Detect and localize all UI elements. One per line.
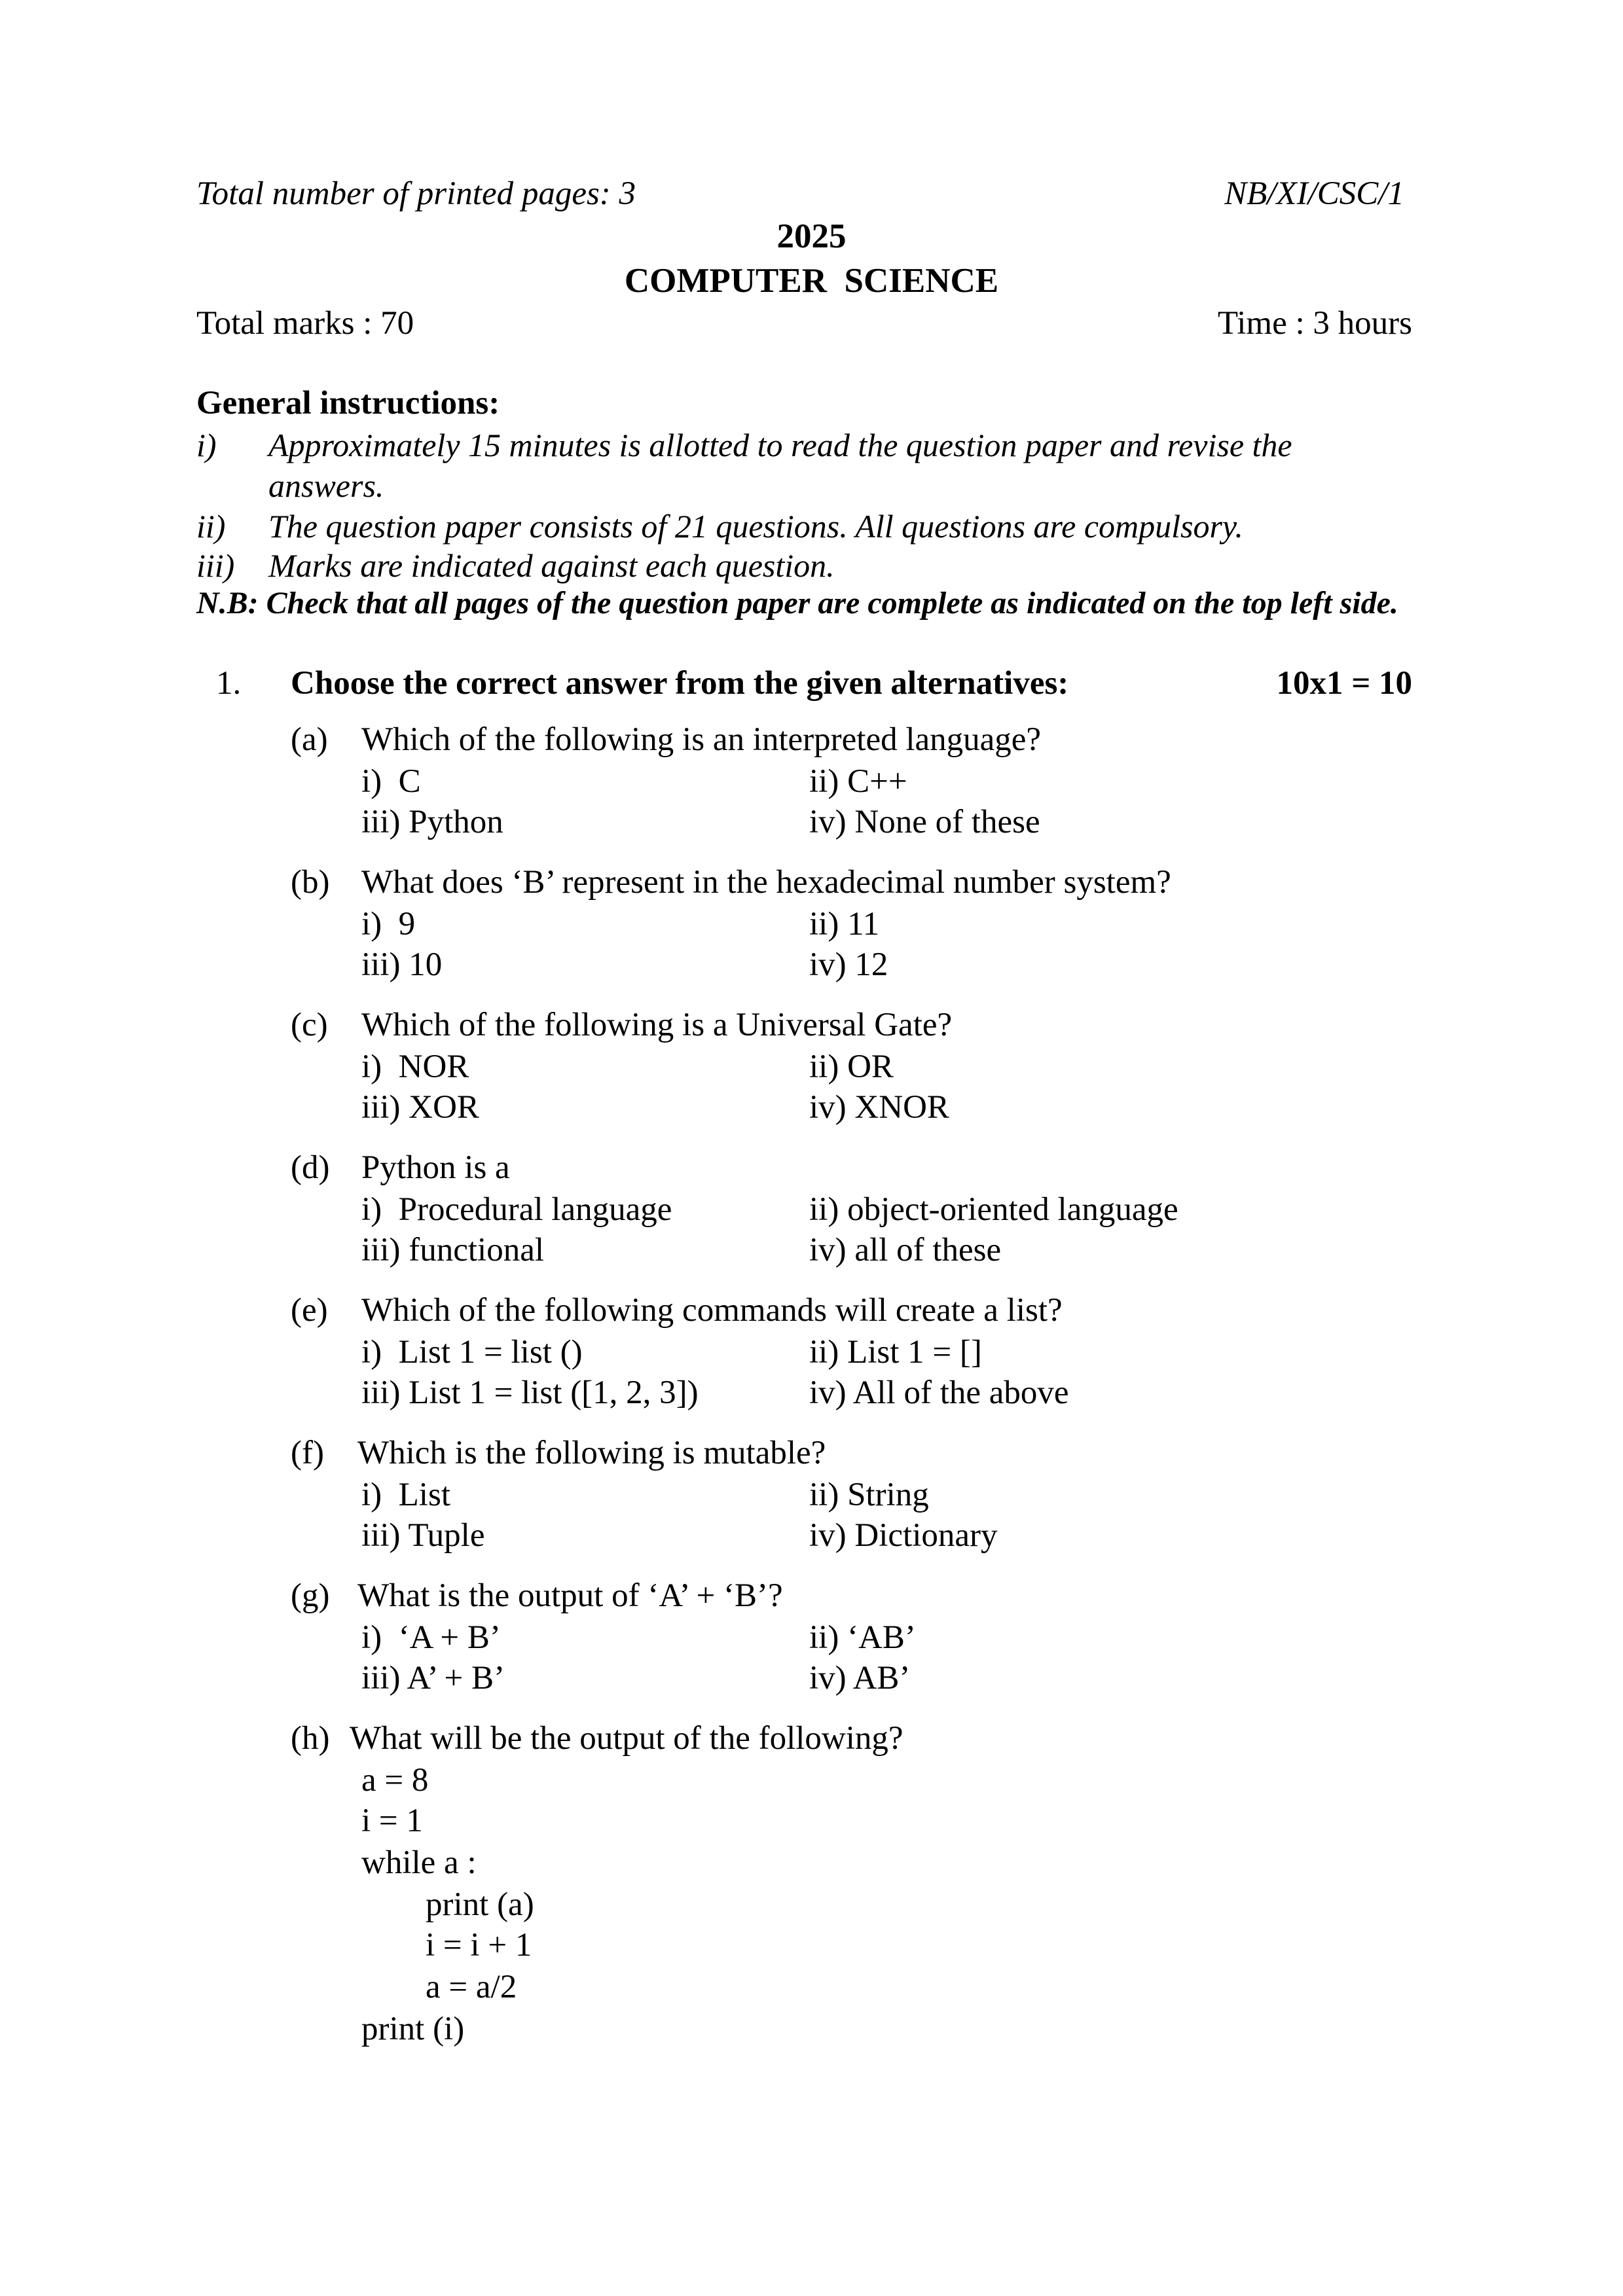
exam-year: 2025: [776, 217, 847, 255]
question-number: 1.: [216, 665, 242, 702]
option: i) ‘A + B’: [361, 1619, 501, 1656]
instructions-title: General instructions:: [196, 385, 500, 422]
instruction-text: Approximately 15 minutes is allotted to read the question paper and revise the: [268, 427, 1292, 463]
option: ii) C++: [809, 763, 907, 800]
option: i) 9: [361, 906, 416, 942]
instruction-text: The question paper consists of 21 questions. All questions are compulsory.: [268, 508, 1243, 545]
option: iv) Dictionary: [809, 1517, 998, 1554]
part-question: What does ‘B’ represent in the hexadecimal number system?: [361, 864, 1171, 901]
instruction-number: i): [196, 427, 217, 463]
option: i) NOR: [361, 1049, 469, 1085]
option: iii) Python: [361, 804, 503, 840]
option: iv) 12: [809, 946, 888, 983]
option: iv) AB’: [809, 1660, 911, 1696]
part-label: (b): [291, 864, 330, 901]
option: ii) ‘AB’: [809, 1619, 916, 1656]
part-label: (f): [291, 1435, 324, 1471]
code-line: while a :: [361, 1844, 477, 1881]
code-line: a = 8: [361, 1762, 429, 1799]
part-label: (g): [291, 1577, 330, 1614]
option: ii) object-oriented language: [809, 1191, 1178, 1228]
option: iii) XOR: [361, 1089, 479, 1126]
part-question: Which of the following is an interpreted language?: [361, 721, 1042, 758]
part-question: Which is the following is mutable?: [357, 1435, 826, 1471]
part-label: (c): [291, 1007, 328, 1043]
option: i) Procedural language: [361, 1191, 672, 1228]
question-marks: 10x1 = 10: [1276, 665, 1412, 702]
part-question: Which of the following is a Universal Gate?: [361, 1007, 953, 1043]
option: ii) List 1 = []: [809, 1334, 982, 1371]
option: i) C: [361, 763, 421, 800]
option: i) List: [361, 1477, 450, 1513]
option: iii) functional: [361, 1232, 545, 1268]
printed-pages: Total number of printed pages: 3: [196, 175, 636, 212]
option: iv) None of these: [809, 804, 1040, 840]
part-label: (e): [291, 1292, 328, 1329]
nb-note: N.B: Check that all pages of the question paper are complete as indicated on the top left side.: [196, 586, 1398, 620]
part-label: (a): [291, 721, 328, 758]
code-line: print (a): [426, 1886, 534, 1923]
page-title: COMPUTER SCIENCE: [624, 262, 999, 300]
option: i) List 1 = list (): [361, 1334, 583, 1371]
instruction-number: iii): [196, 547, 235, 584]
question-title: Choose the correct answer from the given alternatives:: [291, 665, 1069, 702]
code-line: print (i): [361, 2011, 465, 2047]
part-label: (h): [291, 1720, 330, 1757]
part-label: (d): [291, 1149, 330, 1186]
option: ii) 11: [809, 906, 880, 942]
option: ii) OR: [809, 1049, 894, 1085]
instruction-number: ii): [196, 508, 226, 545]
part-question: Which of the following commands will create a list?: [361, 1292, 1063, 1329]
option: iii) A’ + B’: [361, 1660, 505, 1696]
total-marks: Total marks : 70: [196, 305, 414, 342]
option: iii) 10: [361, 946, 443, 983]
time-allowed: Time : 3 hours: [1217, 305, 1412, 342]
option: iii) Tuple: [361, 1517, 485, 1554]
option: iv) All of the above: [809, 1374, 1069, 1411]
option: ii) String: [809, 1477, 929, 1513]
option: iv) all of these: [809, 1232, 1002, 1268]
part-question: What will be the output of the following?: [350, 1720, 903, 1757]
instruction-text: Marks are indicated against each question.: [268, 547, 835, 584]
part-question: Python is a: [361, 1149, 510, 1186]
option: iii) List 1 = list ([1, 2, 3]): [361, 1374, 699, 1411]
instruction-text: answers.: [268, 467, 384, 504]
option: iv) XNOR: [809, 1089, 949, 1126]
paper-code: NB/XI/CSC/1: [1224, 175, 1404, 212]
code-line: i = i + 1: [426, 1927, 532, 1964]
part-question: What is the output of ‘A’ + ‘B’?: [357, 1577, 783, 1614]
code-line: i = 1: [361, 1803, 423, 1839]
code-line: a = a/2: [426, 1969, 517, 2005]
